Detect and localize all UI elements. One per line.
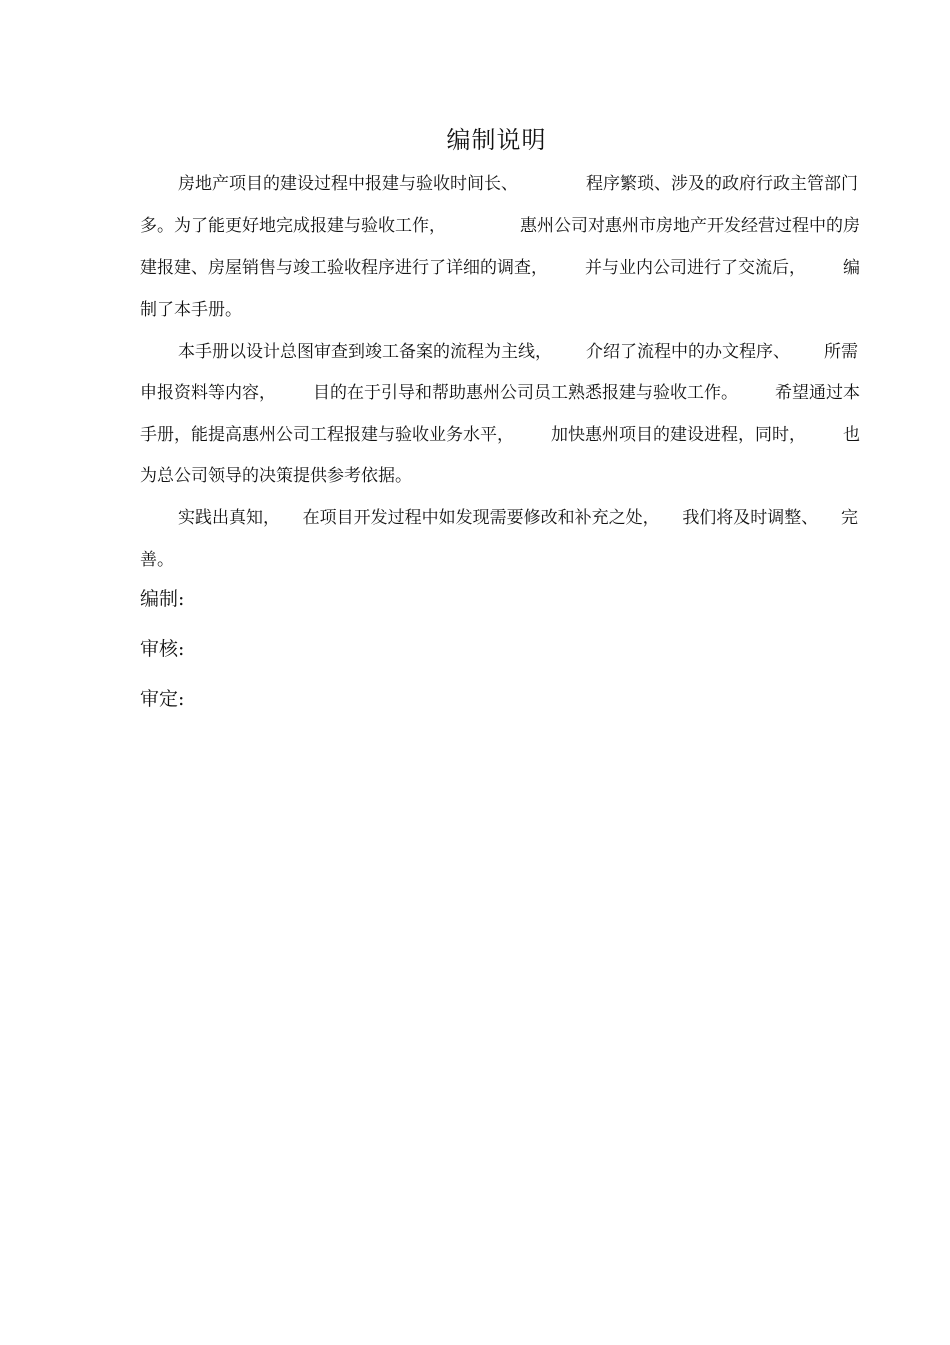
text-segment: 手册，能提高惠州公司工程报建与验收业务水平，	[140, 425, 514, 445]
text-segment: 完	[840, 508, 858, 528]
text-segment: 房地产项目的建设过程中报建与验收时间长、	[178, 174, 518, 194]
text-segment: 编	[843, 258, 860, 278]
text-segment: 并与业内公司进行了交流后，	[585, 258, 806, 278]
reviewed-by-label: 审核:	[140, 638, 185, 660]
text-segment: 加快惠州项目的建设进程，同时，	[551, 425, 806, 445]
text-segment: 申报资料等内容，	[140, 383, 276, 403]
text-segment: 所需	[824, 342, 858, 362]
paragraph-1-line-4: 制了本手册。	[140, 300, 242, 320]
text-segment: 目的在于引导和帮助惠州公司员工熟悉报建与验收工作。	[313, 383, 738, 403]
paragraph-2-line-4: 为总公司领导的决策提供参考依据。	[140, 466, 412, 486]
text-segment: 介绍了流程中的办文程序、	[586, 342, 790, 362]
approved-by-label: 审定:	[140, 688, 185, 710]
paragraph-2-line-2	[140, 381, 860, 405]
text-segment: 本手册以设计总图审查到竣工备案的流程为主线，	[178, 342, 552, 362]
text-segment: 我们将及时调整、	[682, 508, 819, 528]
paragraph-2-line-3	[140, 423, 860, 447]
document-title: 编制说明	[446, 126, 547, 154]
text-segment: 多。为了能更好地完成报建与验收工作，	[140, 216, 446, 236]
text-segment: 惠州公司对惠州市房地产开发经营过程中的房	[520, 216, 860, 236]
text-segment: 建报建、房屋销售与竣工验收程序进行了详细的调查，	[140, 258, 548, 278]
text-segment: 在项目开发过程中如发现需要修改和补充之处，	[302, 508, 660, 528]
paragraph-3-line-1	[178, 506, 858, 530]
paragraph-1-line-1	[178, 172, 858, 196]
paragraph-3-line-2: 善。	[140, 550, 174, 570]
paragraph-1-line-3	[140, 256, 860, 280]
text-segment: 实践出真知，	[178, 508, 280, 528]
text-segment: 也	[843, 425, 860, 445]
compiled-by-label: 编制:	[140, 588, 185, 610]
text-segment: 希望通过本	[775, 383, 860, 403]
paragraph-1-line-2	[140, 214, 860, 238]
paragraph-2-line-1	[178, 340, 858, 364]
text-segment: 程序繁琐、涉及的政府行政主管部门	[586, 174, 858, 194]
